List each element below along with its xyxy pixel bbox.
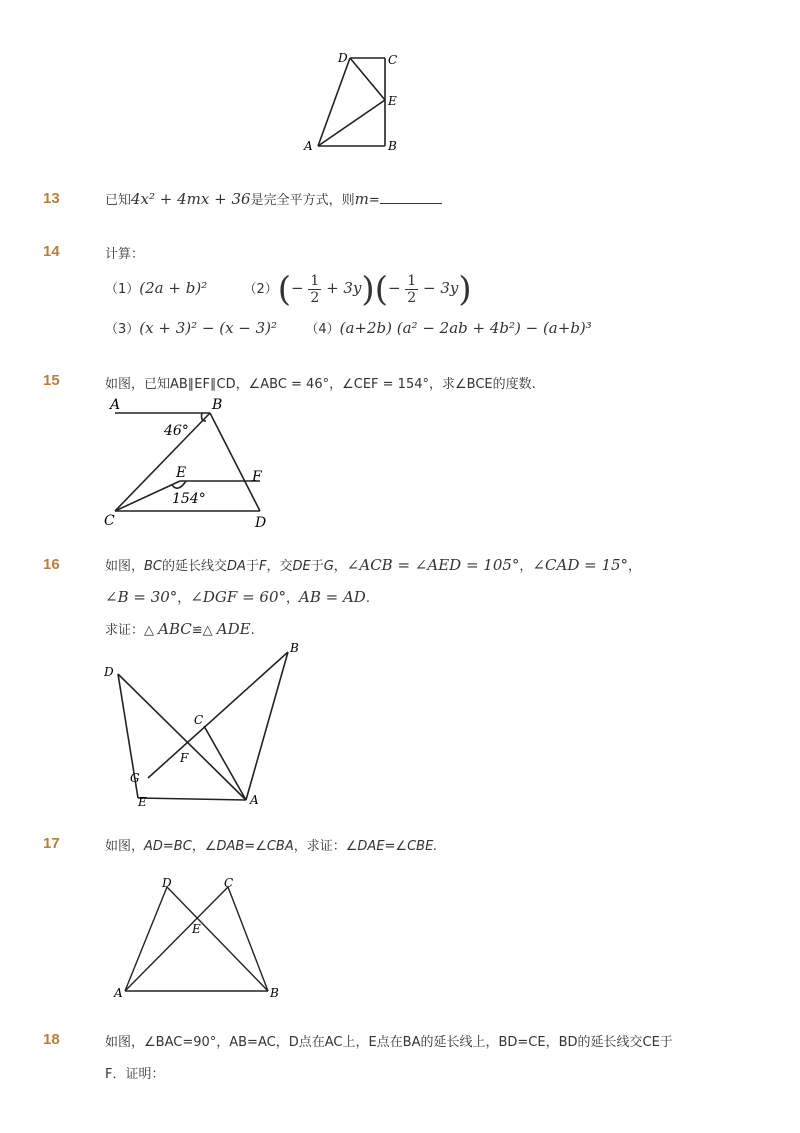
- question-number-16: 16: [43, 556, 60, 573]
- question-13-text: [105, 189, 442, 208]
- q14-part1-expression: (2a + b)²: [139, 279, 208, 297]
- label-C: C: [104, 513, 115, 529]
- question-16-line2: ∠B = 30°，∠DGF = 60°，AB = AD.: [105, 588, 370, 606]
- label-B: B: [212, 397, 223, 413]
- label-C: C: [224, 876, 234, 890]
- label-A: A: [250, 793, 259, 807]
- q14-part2-label: （2）: [243, 282, 278, 297]
- q14-part2-term2: −: [387, 279, 406, 297]
- q14-part2-term2-rest: − 3y: [418, 279, 459, 297]
- question-number-18: 18: [43, 1031, 60, 1048]
- label-E: E: [176, 465, 187, 481]
- figure-q15: [100, 393, 275, 533]
- label-E: E: [192, 922, 201, 936]
- q14-part2-term1-rest: + 3y: [321, 279, 362, 297]
- question-number-15: 15: [43, 372, 60, 389]
- label-F: F: [180, 751, 189, 765]
- q14-part1-label: （1）: [105, 282, 140, 297]
- q14-part3-label: （3）: [105, 322, 140, 337]
- label-B: B: [290, 641, 299, 655]
- label-E: E: [138, 795, 147, 809]
- q13-suffix: 是完全平方式，则: [250, 193, 355, 208]
- q14-part3-expression: (x + 3)² − (x − 3)²: [139, 319, 278, 337]
- q14-part1-2: （1）(2a + b)² （2）(− $\frac{1}{2}$ + 3y)(− $\frac{1}{2}$ − 3y): [105, 269, 472, 310]
- label-G: G: [130, 771, 140, 785]
- figure-top: [300, 48, 410, 158]
- question-16-line3: 求证：△ ABC≌△ ADE.: [105, 620, 255, 638]
- question-18-line1: 如图，∠BAC=90°，AB=AC，D点在AC上，E点在BA的延长线上，BD=CE，BD的延长线交CE于: [105, 1035, 673, 1050]
- label-C: C: [194, 713, 204, 727]
- label-D: D: [104, 665, 114, 679]
- question-14-prompt: 计算：: [105, 247, 145, 262]
- label-D: D: [255, 515, 267, 531]
- question-number-13: 13: [43, 190, 60, 207]
- q13-expression: 4x² + 4mx + 36: [131, 190, 251, 208]
- q14-part4-label: （4）: [305, 322, 340, 337]
- fraction-one-half-2: $\frac{1}{2}$: [407, 273, 417, 306]
- q14-part4-expression: (a+2b) (a² − 2ab + 4b²) − (a+b)³: [339, 319, 592, 337]
- answer-blank[interactable]: [380, 191, 442, 204]
- label-A: A: [304, 139, 313, 153]
- label-B: B: [388, 139, 397, 153]
- figure-q17: [110, 875, 290, 1000]
- q13-prefix: 已知: [105, 193, 132, 208]
- question-18-line2: F．证明：: [105, 1067, 165, 1082]
- q13-equals: =: [368, 193, 380, 208]
- angle-46-label: 46°: [164, 423, 189, 439]
- label-C: C: [388, 53, 398, 67]
- fraction-one-half: $\frac{1}{2}$: [310, 273, 320, 306]
- question-number-17: 17: [43, 835, 60, 852]
- question-16-line1: 如图，BC的延长线交DA于F，交DE于G，∠ACB = ∠AED = 105°，∠CAD = 15°，: [105, 556, 642, 574]
- question-15-text: 如图，已知AB∥EF∥CD，∠ABC = 46°，∠CEF = 154°，求∠BCE的度数.: [105, 377, 536, 392]
- label-F: F: [252, 469, 262, 485]
- angle-154-label: 154°: [172, 491, 206, 507]
- label-D: D: [162, 876, 172, 890]
- label-E: E: [388, 94, 397, 108]
- q14-part3-4: [105, 318, 592, 337]
- figure-q16: [100, 640, 315, 810]
- label-D: D: [338, 51, 348, 65]
- question-number-14: 14: [43, 243, 60, 260]
- q13-variable: m: [354, 190, 369, 208]
- label-B: B: [270, 986, 279, 1000]
- q14-part2-term1: −: [291, 279, 309, 297]
- label-A: A: [114, 986, 123, 1000]
- label-A: A: [110, 397, 121, 413]
- question-17-text: 如图，AD=BC，∠DAB=∠CBA，求证：∠DAE=∠CBE.: [105, 839, 438, 854]
